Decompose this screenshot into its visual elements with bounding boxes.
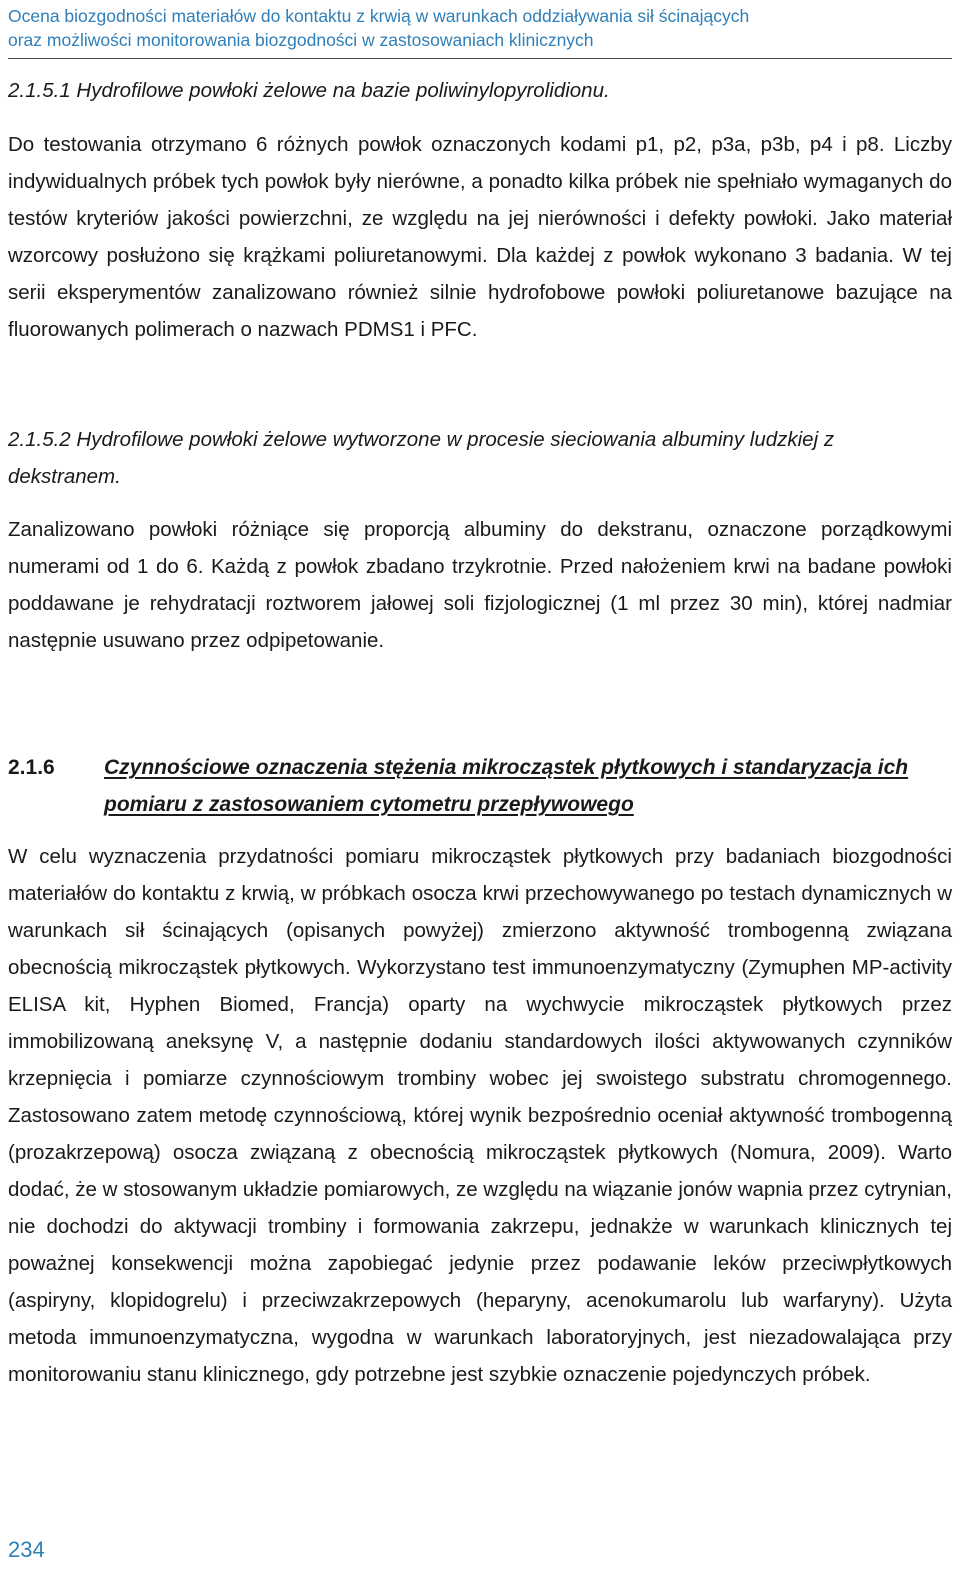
paragraph-2-1-6: W celu wyznaczenia przydatności pomiaru mikrocząstek płytkowych przy badaniach biozgodności materiałów do kontaktu z krwią, w próbkach osocza krwi przechowywanego po testach dynamicznych w warunkach sił ścinających (opisanych powyżej) zmierzono aktywność trombogenną związana obecnością mikrocząstek płytkowych. Wykorzystano test immunoenzymatyczny (Zymuphen MP-activity ELISA kit, Hyphen Biomed, Francja) oparty na wychwycie mikrocząstek płytkowych przez immobilizowaną aneksynę V, a następnie dodaniu standardowych ilości aktywowanych czynników krzepnięcia i pomiarze czynnościowym trombiny wobec jej swoistego substratu chromogennego. Zastosowano zatem metodę czynnościową, której wynik bezpośrednio oceniał aktywność trombogenną (prozakrzepową) osocza związaną z obecnością mikrocząstek płytkowych (Nomura, 2009). Warto dodać, że w stosowanym układzie pomiarowych, ze względu na wiązanie jonów wapnia przez cytrynian, nie dochodzi do aktywacji trombiny i formowania zakrzepu, jednakże w warunkach klinicznych tej poważnej konsekwencji można zapobiegać jedynie przez podawanie leków przeciwpłytkowych (aspiryny, klopidogrelu) i przeciwzakrzepowych (heparyny, acenokumarolu lub warfaryny). Użyta metoda immunoenzymatyczna, wygodna w warunkach laboratoryjnych, jest niezadowalająca przy monitorowaniu stanu klinicznego, gdy potrzebne jest szybkie oznaczenie pojedynczych próbek. bbox=[8, 845, 952, 1386]
subsection-heading-2-1-5-1: 2.1.5.1 Hydrofilowe powłoki żelowe na bazie poliwinylopyrolidionu. bbox=[8, 79, 610, 102]
section-number: 2.1.6 bbox=[8, 756, 55, 779]
running-header-line-2: oraz możliwości monitorowania biozgodności w zastosowaniach klinicznych bbox=[8, 30, 594, 50]
section-title: Czynnościowe oznaczenia stężenia mikrocząstek płytkowych i standaryzacja ich pomiaru z zastosowaniem cytometru przepływowego bbox=[104, 756, 909, 816]
running-header-line-1: Ocena biozgodności materiałów do kontaktu z krwią w warunkach oddziaływania sił ścinających bbox=[8, 6, 750, 26]
subsection-heading-2-1-5-2: 2.1.5.2 Hydrofilowe powłoki żelowe wytworzone w procesie sieciowania albuminy ludzkiej z dekstranem. bbox=[8, 428, 835, 488]
document-page bbox=[8, 0, 952, 1593]
running-header bbox=[8, 4, 952, 52]
paragraph-2-1-5-2: Zanalizowano powłoki różniące się proporcją albuminy do dekstranu, oznaczone porządkowymi numerami od 1 do 6. Każdą z powłok zbadano trzykrotnie. Przed nałożeniem krwi na badane powłoki poddawane je rehydratacji roztworem jałowej soli fizjologicznej (1 ml przez 30 min), której nadmiar następnie usuwano przez odpipetowanie. bbox=[8, 518, 952, 652]
page-number: 234 bbox=[8, 1537, 45, 1562]
paragraph-2-1-5-1: Do testowania otrzymano 6 różnych powłok oznaczonych kodami p1, p2, p3a, p3b, p4 i p8. Liczby indywidualnych próbek tych powłok były nierówne, a ponadto kilka próbek nie spełniało wymaganych do testów kryteriów jakości powierzchni, ze względu na jej nierówności i defekty powłoki. Jako materiał wzorcowy posłużono się krążkami poliuretanowymi. Dla każdej z powłok wykonano 3 badania. W tej serii eksperymentów zanalizowano również silnie hydrofobowe powłoki poliuretanowe bazujące na fluorowanych polimerach o nazwach PDMS1 i PFC. bbox=[8, 133, 952, 341]
header-divider bbox=[8, 58, 952, 59]
